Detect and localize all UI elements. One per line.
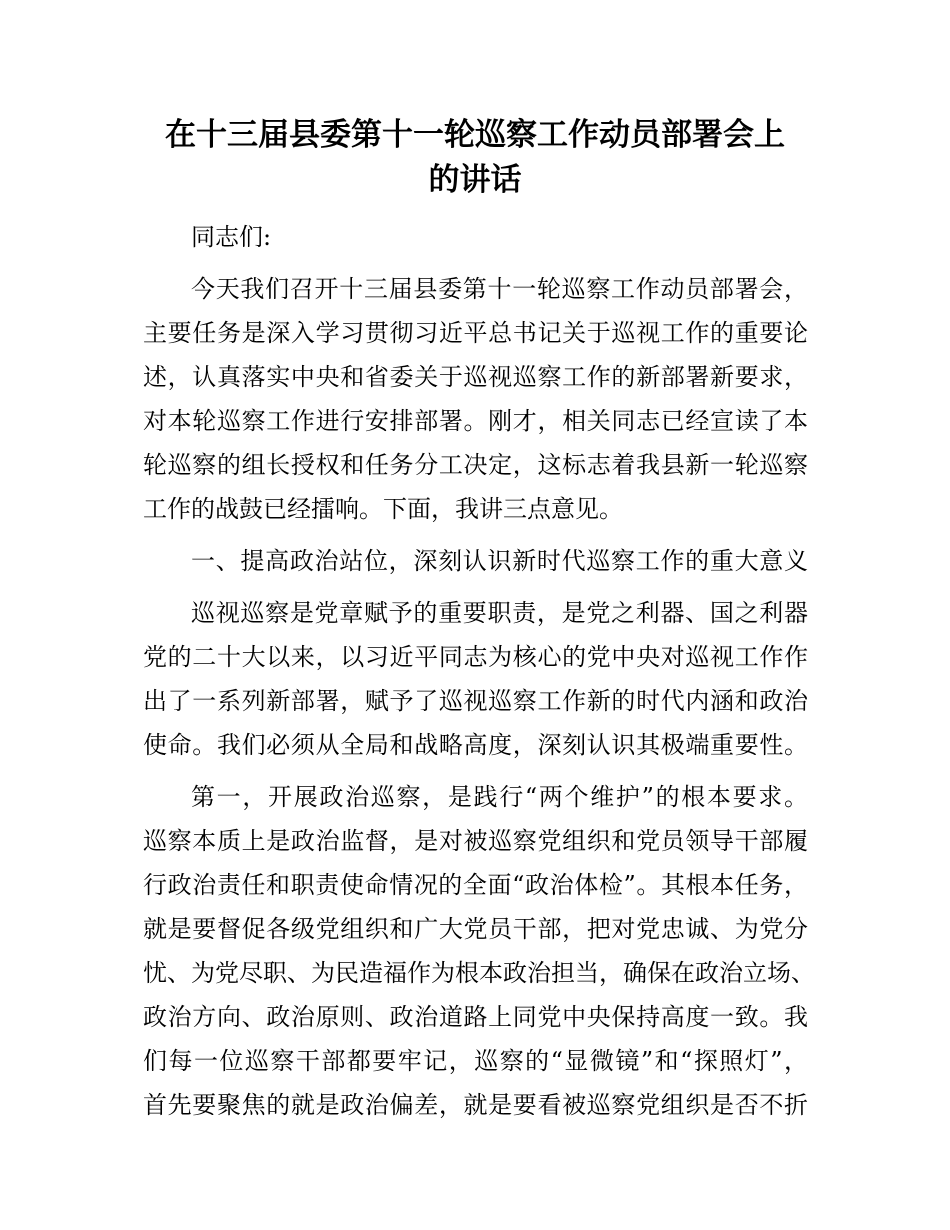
text-line: 行政治责任和职责使命情况的全面“政治体检”。其根本任务， bbox=[143, 871, 808, 899]
text-line: 就是要督促各级党组织和广大党员干部，把对党忠诚、为党分 bbox=[143, 915, 808, 943]
paragraph-first-point bbox=[143, 775, 815, 1127]
text-line: 党的二十大以来，以习近平同志为核心的党中央对巡视工作作 bbox=[143, 643, 808, 671]
text-line: 今天我们召开十三届县委第十一轮巡察工作动员部署会， bbox=[191, 275, 808, 303]
document-body bbox=[143, 215, 815, 1127]
text-line: 巡察本质上是政治监督，是对被巡察党组织和党员领导干部履 bbox=[143, 827, 808, 855]
document-title-line-2: 的讲话 bbox=[428, 162, 522, 198]
salutation: 同志们: bbox=[191, 223, 272, 251]
text-line: 巡视巡察是党章赋予的重要职责，是党之利器、国之利器 bbox=[191, 599, 808, 627]
paragraph-significance bbox=[143, 591, 808, 767]
document-title-line-1: 在十三届县委第十一轮巡察工作动员部署会上 bbox=[165, 117, 785, 153]
text-line: 首先要聚焦的就是政治偏差，就是要看被巡察党组织是否不折 bbox=[143, 1091, 808, 1119]
section-heading-1 bbox=[143, 539, 808, 583]
text-line: 主要任务是深入学习贯彻习近平总书记关于巡视工作的重要论 bbox=[143, 319, 808, 347]
text-line: 出了一系列新部署，赋予了巡视巡察工作新的时代内涵和政治 bbox=[143, 687, 808, 715]
text-line: 们每一位巡察干部都要牢记，巡察的“显微镜”和“探照灯”， bbox=[143, 1047, 808, 1075]
text-line: 工作的战鼓已经擂响。下面，我讲三点意见。 bbox=[143, 495, 623, 523]
text-line: 轮巡察的组长授权和任务分工决定，这标志着我县新一轮巡察 bbox=[143, 451, 808, 479]
text-line: 忧、为党尽职、为民造福作为根本政治担当，确保在政治立场、 bbox=[143, 959, 815, 987]
text-line: 对本轮巡察工作进行安排部署。刚才，相关同志已经宣读了本 bbox=[143, 407, 808, 435]
text-line: 使命。我们必须从全局和战略高度，深刻认识其极端重要性。 bbox=[143, 731, 808, 759]
text-line: 政治方向、政治原则、政治道路上同党中央保持高度一致。我 bbox=[143, 1003, 808, 1031]
heading-line: 一、提高政治站位，深刻认识新时代巡察工作的重大意义 bbox=[191, 547, 808, 575]
text-line: 述，认真落实中央和省委关于巡视巡察工作的新部署新要求， bbox=[143, 363, 808, 391]
text-line: 第一，开展政治巡察，是践行“两个维护”的根本要求。 bbox=[191, 783, 808, 811]
paragraph-opening bbox=[143, 267, 808, 531]
